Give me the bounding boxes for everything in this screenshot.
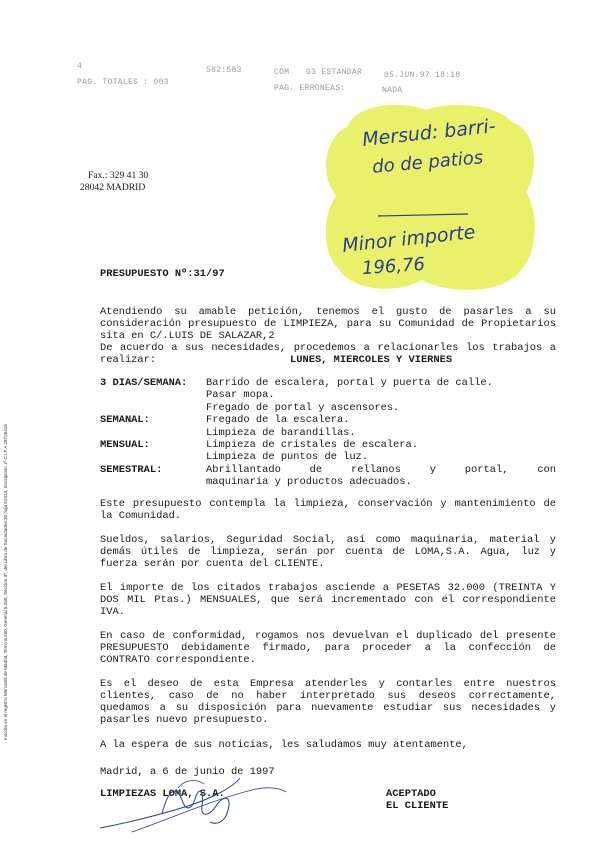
fax-header-errors: PAG. ERRONEAS:: [274, 84, 346, 93]
handwritten-signature: [92, 770, 292, 836]
intro-paragraph: Atendiendo su amable petición, tenemos el gusto de pasarles a su consideración presupuesto de LIMPIEZA, para su Comunidad de Propietarios sita en C/.LUIS DE SALAZAR,2: [100, 306, 556, 342]
budget-heading: PRESUPUESTO Nº:31/97: [100, 268, 225, 280]
sticky-note-line-4: 196,76: [361, 253, 426, 280]
service-label: SEMESTRAL:: [100, 463, 163, 476]
service-text: Abrillantado de rellanos y portal, con: [206, 463, 556, 476]
service-text: Limpieza de barandillas.: [206, 426, 356, 439]
sticky-note-line-3: Minor importe: [341, 221, 477, 257]
service-row: [100, 402, 556, 414]
closing-line: A la espera de sus noticias, les saludamos muy atentamente,: [100, 739, 468, 751]
recipient-city: 28042 MADRID: [80, 182, 146, 193]
conformity-paragraph: En caso de conformidad, rogamos nos devuelvan el duplicado del presente PRESUPUESTO debidamente firmado, para proceder a la confección de CONTRATO correspondiente.: [100, 630, 556, 666]
fax-header-mode: G3 ESTANDAR: [306, 68, 363, 77]
fax-header-number: 562:583: [206, 66, 242, 75]
service-text: maquinaria y productos adecuados.: [206, 476, 412, 489]
fax-header-datetime: 05.JUN.97 18:18: [384, 71, 461, 80]
recipient-fax: Fax.: 329 41 30: [88, 170, 149, 181]
date-line: Madrid, a 6 de junio de 1997: [100, 766, 275, 778]
service-row: [100, 451, 556, 463]
service-row: [100, 414, 556, 426]
service-label: SEMANAL:: [100, 414, 150, 427]
wish-paragraph: Es el deseo de esta Empresa atenderles y contarles entre nuestros clientes, caso de no haber interpretado sus deseos correctamente, quedamos a su disposición para nuevamente estudiar sus necesidades y pasarles nuevo presupuesto.: [100, 678, 556, 726]
service-text: Fregado de portal y ascensores.: [206, 401, 400, 414]
work-days: LUNES, MIERCOLES Y VIERNES: [290, 354, 453, 366]
service-text: Limpieza de puntos de luz.: [206, 451, 369, 464]
services-table: [100, 377, 556, 489]
accepted-label: ACEPTADO: [386, 788, 436, 800]
service-row: [100, 464, 556, 476]
service-label: [100, 476, 206, 488]
registry-text: Inscrita en el registro Mercantil de Madrid, Tomo 6.250, General 5.260, Sección 3ª, del Libro de Sociedades 30 hoja 52323, Inscripción 1ª C.I.F A 28726415: [3, 424, 8, 740]
service-label: 3 DIAS/SEMANA:: [100, 377, 188, 389]
client-label: EL CLIENTE: [386, 800, 449, 812]
fax-header-com: COM: [274, 68, 290, 77]
service-text: Pasar mopa.: [206, 389, 275, 402]
service-row: [100, 389, 556, 401]
service-text: Limpieza de cristales de escalera.: [206, 438, 419, 451]
service-label: [100, 389, 206, 401]
service-row: [100, 476, 556, 488]
sticky-note: [318, 100, 542, 292]
service-text: Barrido de escalera, portal y puerta de calle.: [206, 377, 493, 389]
intro-needs-text: De acuerdo a sus necesidades, procedemos a relacionarles los trabajos a realizar:: [100, 342, 556, 366]
service-label: [100, 402, 206, 414]
scope-paragraph: Este presupuesto contempla la limpieza, conservación y mantenimiento de la Comunidad.: [100, 498, 556, 522]
fax-header-total-pages: PAG. TOTALES : 003: [77, 78, 169, 87]
service-label: MENSUAL:: [100, 438, 150, 451]
service-text: Fregado de la escalera.: [206, 414, 350, 427]
amount-paragraph: El importe de los citados trabajos asciende a PESETAS 32.000 (TREINTA Y DOS MIL Ptas.) MENSUALES, que será incrementado con el correspondiente IVA.: [100, 582, 556, 618]
service-row: [100, 439, 556, 451]
sticky-note-line-1: Mersud: barri-: [361, 115, 497, 151]
company-signature-label: LIMPIEZAS LOMA, S.A.: [100, 788, 225, 800]
sticky-note-line-2: do de patios: [371, 147, 485, 178]
service-label: [100, 451, 206, 463]
fax-header-result: NADA: [382, 86, 403, 95]
service-row: [100, 427, 556, 439]
fax-header-line1-left: 4: [77, 62, 83, 71]
service-label: [100, 427, 206, 439]
service-row: [100, 377, 556, 389]
costs-paragraph: Sueldos, salarios, Seguridad Social, así como maquinaria, material y demás útiles de limpieza, serán por cuenta de LOMA,S.A. Agua, luz y fuerza serán por cuenta del CLIENTE.: [100, 534, 556, 570]
